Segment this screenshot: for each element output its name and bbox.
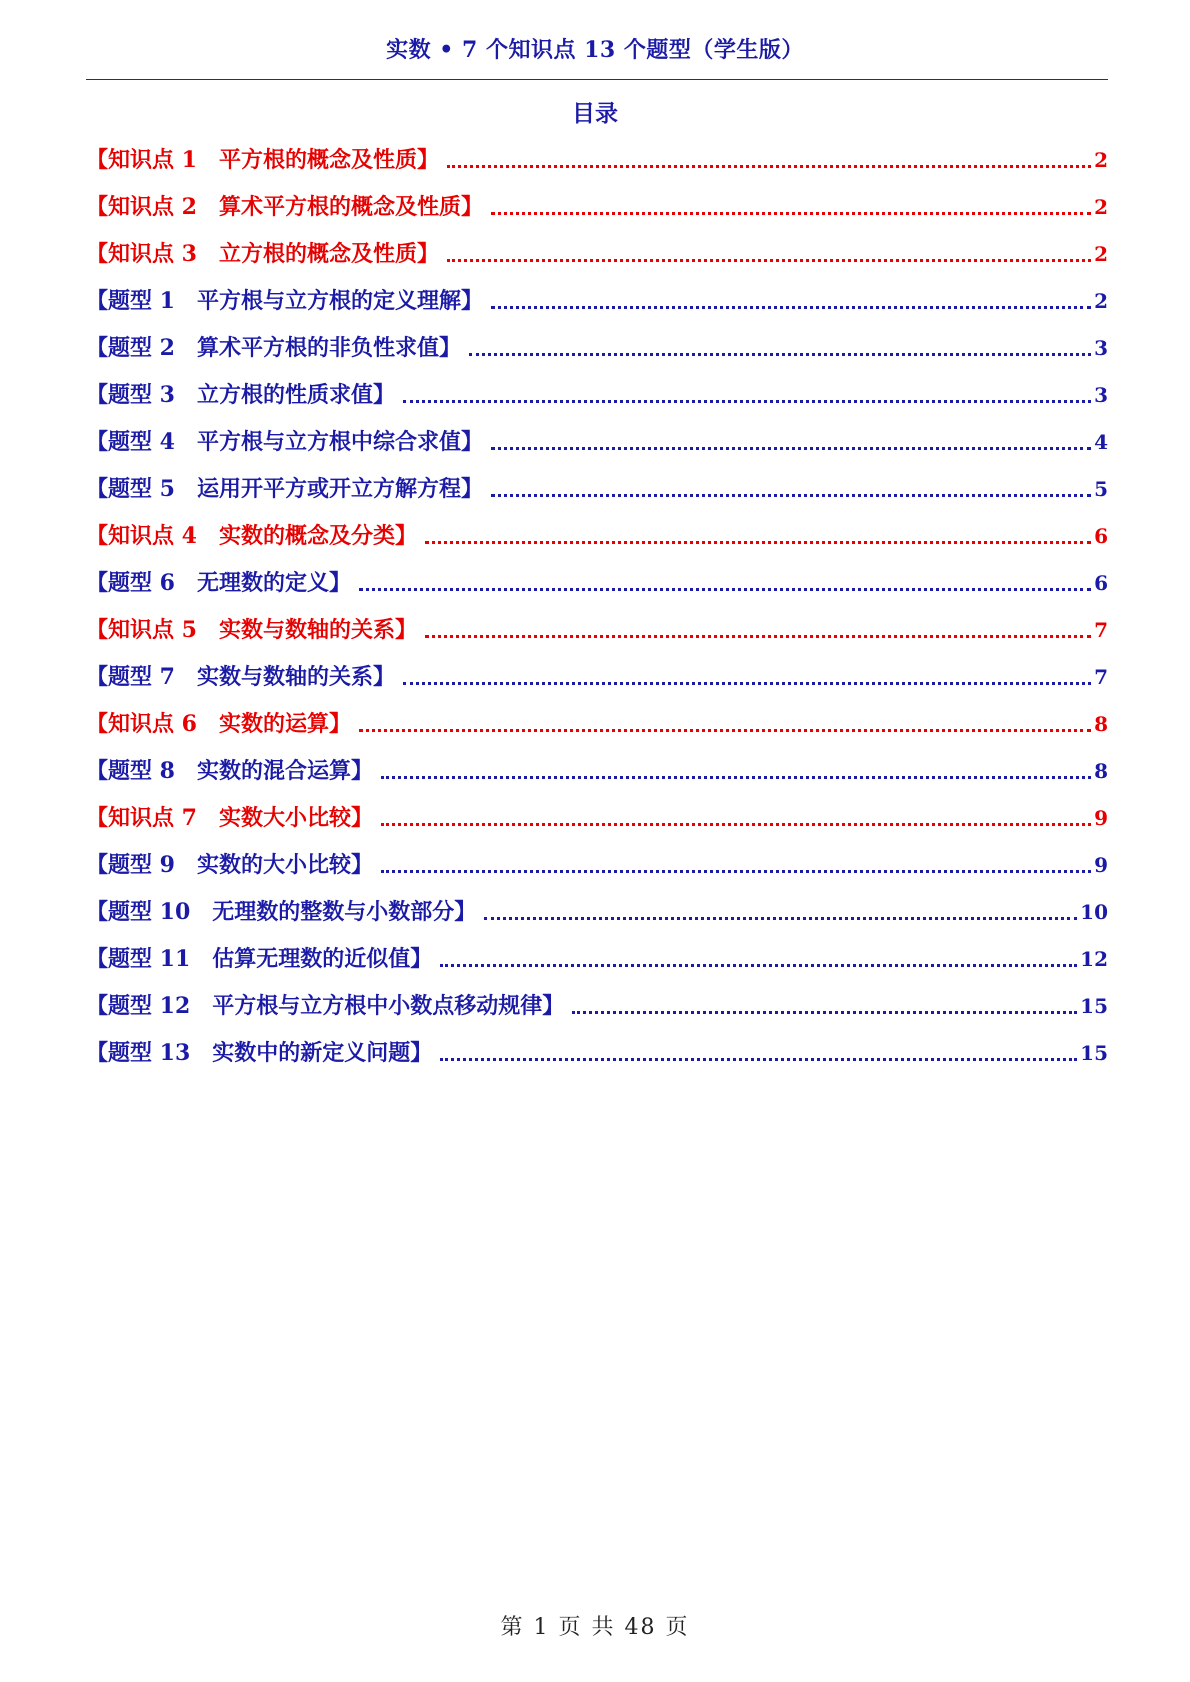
toc-page-number: 5	[1094, 477, 1108, 501]
dot-leader	[440, 964, 1077, 967]
toc-entry[interactable]	[86, 557, 1108, 604]
header-divider	[86, 79, 1108, 80]
toc-page-number: 8	[1094, 712, 1108, 736]
toc-entry[interactable]	[86, 651, 1108, 698]
toc-entry-label: 【题型 10 无理数的整数与小数部分】	[86, 899, 477, 925]
toc-page-number: 15	[1080, 1041, 1108, 1065]
toc-entry[interactable]	[86, 181, 1108, 228]
toc-entry-label: 【知识点 7 实数大小比较】	[86, 805, 373, 831]
toc-page-number: 12	[1080, 947, 1108, 971]
toc-page-number: 3	[1094, 383, 1108, 407]
toc-entry-label: 【题型 11 估算无理数的近似值】	[86, 946, 433, 972]
toc-entry[interactable]	[86, 322, 1108, 369]
dot-leader	[381, 870, 1091, 873]
toc-entry-label: 【题型 3 立方根的性质求值】	[86, 382, 395, 408]
dot-leader	[491, 212, 1091, 215]
toc-entry-label: 【题型 9 实数的大小比较】	[86, 852, 373, 878]
toc-page-number: 10	[1080, 900, 1108, 924]
toc-entry-label: 【题型 4 平方根与立方根中综合求值】	[86, 429, 483, 455]
toc-page-number: 2	[1094, 195, 1108, 219]
toc-entry[interactable]	[86, 1027, 1108, 1074]
dot-leader	[425, 635, 1091, 638]
dot-leader	[447, 259, 1091, 262]
dot-leader	[403, 400, 1091, 403]
toc-entry-label: 【题型 13 实数中的新定义问题】	[86, 1040, 433, 1066]
table-of-contents	[86, 134, 1108, 1074]
dot-leader	[484, 917, 1077, 920]
toc-entry-label: 【题型 8 实数的混合运算】	[86, 758, 373, 784]
toc-page-number: 15	[1080, 994, 1108, 1018]
toc-entry[interactable]	[86, 463, 1108, 510]
document-title: 实数 • 7 个知识点 13 个题型（学生版）	[386, 37, 804, 63]
dot-leader	[381, 823, 1091, 826]
toc-entry[interactable]	[86, 510, 1108, 557]
toc-entry[interactable]	[86, 275, 1108, 322]
toc-page-number: 2	[1094, 148, 1108, 172]
toc-page-number: 2	[1094, 242, 1108, 266]
toc-page-number: 4	[1094, 430, 1108, 454]
dot-leader	[359, 588, 1091, 591]
toc-page-number: 7	[1094, 618, 1108, 642]
toc-entry-label: 【题型 5 运用开平方或开立方解方程】	[86, 476, 483, 502]
toc-entry[interactable]	[86, 698, 1108, 745]
toc-page-number: 6	[1094, 571, 1108, 595]
page-footer: 第 1 页 共 48 页	[500, 1615, 690, 1640]
toc-entry-label: 【知识点 6 实数的运算】	[86, 711, 351, 737]
toc-page-number: 9	[1094, 853, 1108, 877]
dot-leader	[425, 541, 1091, 544]
toc-entry-label: 【题型 2 算术平方根的非负性求值】	[86, 335, 461, 361]
toc-entry[interactable]	[86, 369, 1108, 416]
dot-leader	[440, 1058, 1077, 1061]
toc-entry-label: 【题型 1 平方根与立方根的定义理解】	[86, 288, 483, 314]
toc-heading: 目录	[572, 100, 618, 127]
dot-leader	[491, 494, 1091, 497]
toc-entry[interactable]	[86, 980, 1108, 1027]
toc-entry[interactable]	[86, 604, 1108, 651]
toc-page-number: 9	[1094, 806, 1108, 830]
toc-entry-label: 【题型 12 平方根与立方根中小数点移动规律】	[86, 993, 565, 1019]
toc-entry-label: 【知识点 4 实数的概念及分类】	[86, 523, 417, 549]
dot-leader	[447, 165, 1091, 168]
dot-leader	[572, 1011, 1077, 1014]
toc-entry[interactable]	[86, 134, 1108, 181]
toc-entry[interactable]	[86, 792, 1108, 839]
toc-entry[interactable]	[86, 886, 1108, 933]
dot-leader	[491, 306, 1091, 309]
toc-entry-label: 【知识点 2 算术平方根的概念及性质】	[86, 194, 483, 220]
dot-leader	[469, 353, 1091, 356]
toc-entry-label: 【知识点 1 平方根的概念及性质】	[86, 147, 439, 173]
toc-entry[interactable]	[86, 416, 1108, 463]
toc-entry-label: 【知识点 3 立方根的概念及性质】	[86, 241, 439, 267]
dot-leader	[403, 682, 1091, 685]
toc-page-number: 6	[1094, 524, 1108, 548]
dot-leader	[381, 776, 1091, 779]
toc-page-number: 2	[1094, 289, 1108, 313]
toc-entry[interactable]	[86, 839, 1108, 886]
dot-leader	[491, 447, 1091, 450]
toc-page-number: 7	[1094, 665, 1108, 689]
toc-page-number: 8	[1094, 759, 1108, 783]
toc-entry[interactable]	[86, 933, 1108, 980]
toc-entry-label: 【题型 6 无理数的定义】	[86, 570, 351, 596]
toc-page-number: 3	[1094, 336, 1108, 360]
toc-entry[interactable]	[86, 745, 1108, 792]
toc-entry-label: 【题型 7 实数与数轴的关系】	[86, 664, 395, 690]
toc-entry-label: 【知识点 5 实数与数轴的关系】	[86, 617, 417, 643]
dot-leader	[359, 729, 1091, 732]
toc-entry[interactable]	[86, 228, 1108, 275]
